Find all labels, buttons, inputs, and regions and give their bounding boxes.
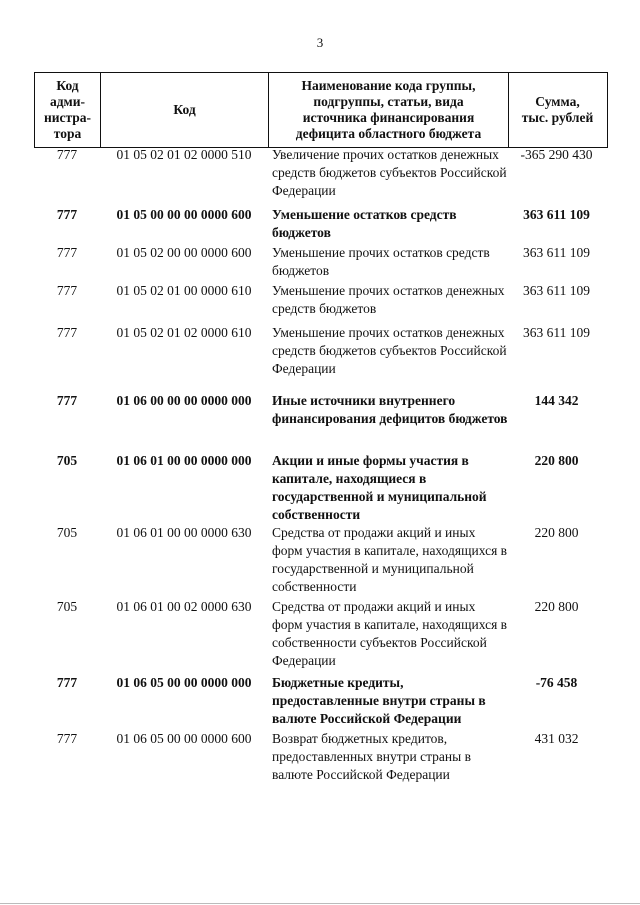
name-cell: Уменьшение прочих остатков денежных средств бюджетов [272, 283, 505, 316]
sum-cell: 220 800 [534, 599, 579, 614]
name-cell: Уменьшение остатков средств бюджетов [272, 207, 457, 240]
sum-cell: 363 611 109 [523, 245, 590, 260]
name-cell: Уменьшение прочих остатков денежных средств бюджетов субъектов Российской Федерации [272, 325, 507, 376]
admin-cell: 777 [56, 675, 78, 690]
sum-cell: 431 032 [534, 731, 579, 746]
header-sum: Сумма, тыс. рублей [521, 94, 594, 125]
table-row [34, 392, 605, 428]
table-header [34, 72, 608, 148]
header-name: Наименование кода группы, подгруппы, статьи, вида источника финансирования дефицита областного бюджета [269, 73, 509, 147]
admin-cell: 705 [56, 453, 78, 468]
admin-cell: 705 [56, 599, 78, 614]
name-cell: Средства от продажи акций и иных форм участия в капитале, находящихся в государственной и муниципальной собственности [272, 525, 508, 594]
header-code: Код [101, 73, 269, 147]
table-row [34, 324, 605, 378]
admin-cell: 777 [56, 245, 78, 260]
code-cell: 01 05 02 01 02 0000 510 [116, 147, 252, 162]
code-cell: 01 06 01 00 00 0000 000 [116, 453, 252, 468]
table-row [34, 524, 605, 596]
table-row [34, 206, 605, 242]
code-cell: 01 06 05 00 00 0000 000 [116, 675, 252, 690]
admin-cell: 777 [56, 393, 78, 408]
table-row [34, 452, 605, 524]
sum-cell: -76 458 [535, 675, 578, 690]
sum-cell: 363 611 109 [523, 283, 590, 298]
code-cell: 01 05 02 00 00 0000 600 [116, 245, 252, 260]
name-cell: Возврат бюджетных кредитов, предоставленных внутри страны в валюте Российской Федерации [272, 731, 471, 782]
sum-cell: 363 611 109 [523, 325, 590, 340]
admin-cell: 777 [56, 283, 78, 298]
admin-cell: 777 [56, 731, 78, 746]
code-cell: 01 05 00 00 00 0000 600 [116, 207, 252, 222]
header-admin-code: Код адми- нистра- тора [35, 73, 101, 147]
name-cell: Акции и иные формы участия в капитале, находящиеся в государственной и муниципальной собственности [272, 453, 487, 522]
code-cell: 01 06 05 00 00 0000 600 [116, 731, 252, 746]
admin-cell: 777 [56, 207, 78, 222]
name-cell: Увеличение прочих остатков денежных средств бюджетов субъектов Российской Федерации [272, 147, 507, 198]
sum-cell: 220 800 [534, 453, 579, 468]
name-cell: Бюджетные кредиты, предоставленные внутри страны в валюте Российской Федерации [272, 675, 486, 726]
code-cell: 01 06 01 00 00 0000 630 [116, 525, 252, 540]
table-row [34, 730, 605, 784]
code-cell: 01 05 02 01 02 0000 610 [116, 325, 252, 340]
code-cell: 01 05 02 01 00 0000 610 [116, 283, 252, 298]
sum-cell: 220 800 [534, 525, 579, 540]
table-row [34, 244, 605, 280]
admin-cell: 777 [56, 147, 78, 162]
table-row [34, 674, 605, 728]
sum-cell: 363 611 109 [523, 207, 590, 222]
table-row [34, 282, 605, 318]
admin-cell: 777 [56, 325, 78, 340]
name-cell: Средства от продажи акций и иных форм участия в капитале, находящихся в собственности субъектов Российской Федерации [272, 599, 508, 668]
name-cell: Иные источники внутреннего финансирования дефицитов бюджетов [272, 393, 508, 426]
name-cell: Уменьшение прочих остатков средств бюджетов [272, 245, 490, 278]
table-row [34, 598, 605, 670]
sum-cell: 144 342 [534, 393, 579, 408]
code-cell: 01 06 01 00 02 0000 630 [116, 599, 252, 614]
table-row [34, 146, 605, 200]
code-cell: 01 06 00 00 00 0000 000 [116, 393, 252, 408]
bottom-edge-line [0, 903, 640, 904]
sum-cell: -365 290 430 [520, 147, 593, 162]
page-number: 3 [316, 35, 324, 50]
admin-cell: 705 [56, 525, 78, 540]
